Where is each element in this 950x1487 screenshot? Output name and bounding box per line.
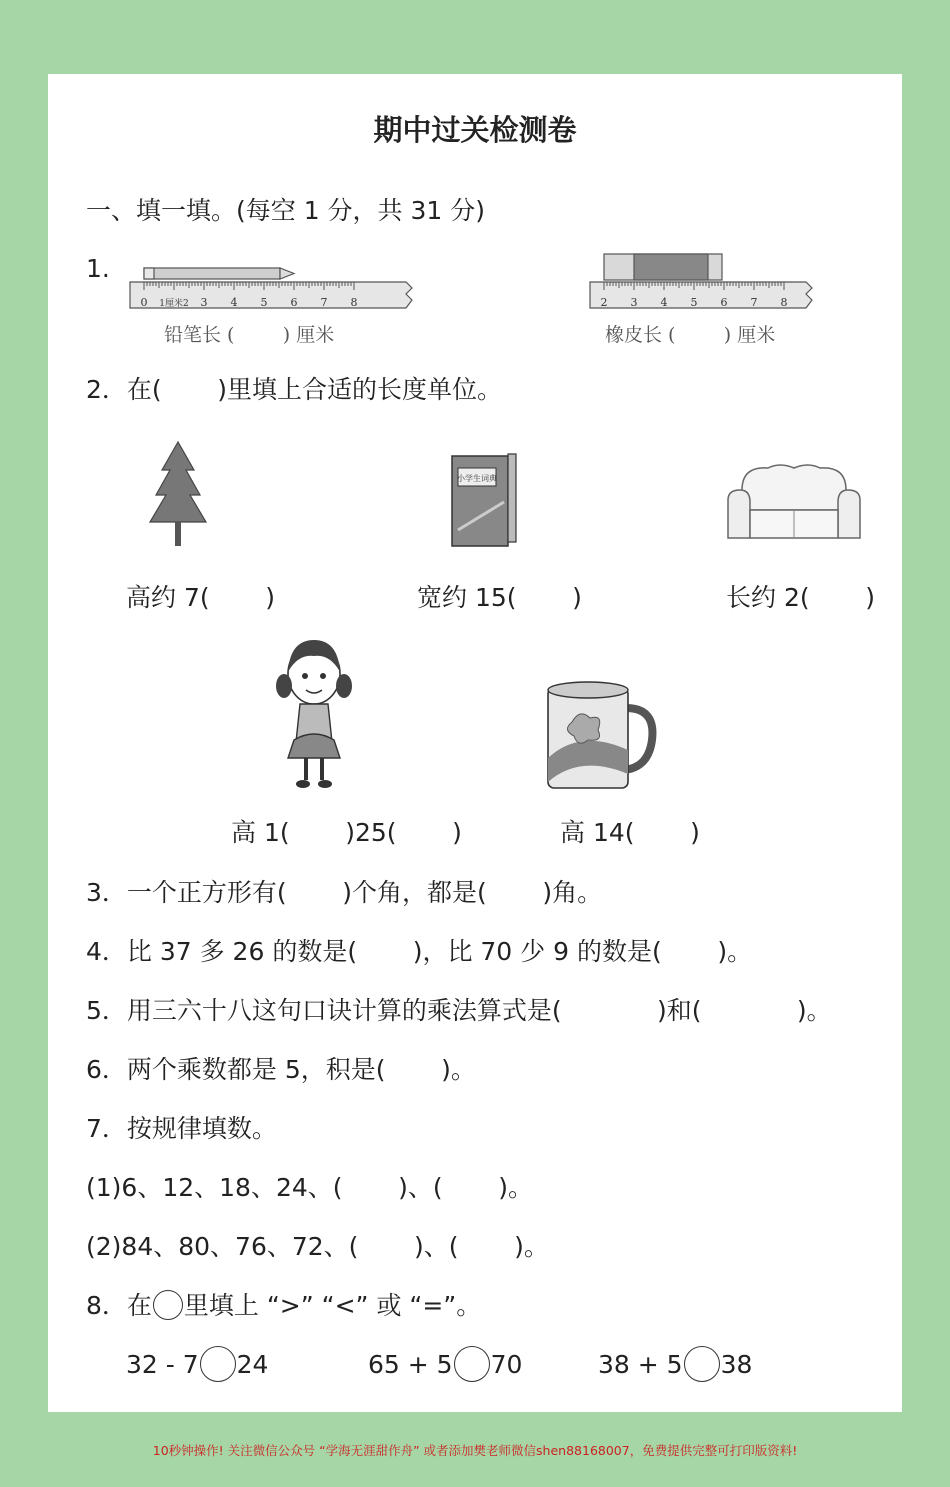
book-width-blank: 宽约 15( ): [417, 583, 582, 612]
eraser-length-label: 橡皮长 ( ) 厘米: [605, 324, 776, 346]
expr-left: 38 + 5: [598, 1350, 683, 1379]
mug-icon: [540, 678, 660, 794]
ruler-eraser-illustration: [588, 252, 818, 314]
q7-text: 7．按规律填数。: [86, 1114, 277, 1143]
girl-icon: [272, 632, 356, 792]
ruler-tick-label: 2: [600, 296, 608, 309]
ruler-tick-label: 7: [750, 296, 758, 309]
ruler-tick-label: 8: [350, 296, 358, 309]
ruler-pencil-illustration: [128, 262, 418, 314]
sofa-icon: [724, 460, 864, 548]
book-icon: [448, 450, 520, 550]
q5-text: 5．用三六十八这句口诀计算的乘法算式是( )和( )。: [86, 996, 832, 1025]
q8-expression-3: [598, 1350, 752, 1382]
q4-text: 4．比 37 多 26 的数是( )，比 70 少 9 的数是( )。: [86, 937, 753, 966]
expr-right: 24: [236, 1350, 269, 1379]
pencil-length-label: 铅笔长 ( ) 厘米: [164, 324, 335, 346]
answer-circle[interactable]: [200, 1346, 236, 1382]
expr-left: 32 - 7: [126, 1350, 199, 1379]
ruler-tick-label: 6: [720, 296, 728, 309]
mug-height-blank: 高 14( ): [560, 818, 700, 847]
answer-circle[interactable]: [454, 1346, 490, 1382]
ruler-tick-label: 4: [230, 296, 238, 309]
q3-text: 3．一个正方形有( )个角，都是( )角。: [86, 878, 603, 907]
answer-circle[interactable]: [684, 1346, 720, 1382]
promo-footer: 10秒钟操作! 关注微信公众号 “学海无涯甜作舟” 或者添加樊老师微信shen88168007，免费提供完整可打印版资料!: [152, 1443, 798, 1458]
expr-right: 70: [490, 1350, 523, 1379]
q8-suffix: 里填上 “>” “<” 或 “=”。: [183, 1291, 482, 1320]
q8-text: [86, 1291, 481, 1321]
ruler-tick-label: 7: [320, 296, 328, 309]
q1-number: 1.: [86, 254, 110, 283]
q7-part-1: (1)6、12、18、24、( )、( )。: [86, 1173, 534, 1202]
comparison-circle-blank: [153, 1290, 183, 1320]
eraser-icon: [604, 254, 722, 280]
girl-height-blank: 高 1( )25( ): [231, 818, 462, 847]
expr-right: 38: [720, 1350, 753, 1379]
ruler-tick-label: 4: [660, 296, 668, 309]
ruler-tick-label: 6: [290, 296, 298, 309]
ruler-tick-label: 5: [260, 296, 268, 309]
expr-left: 65 + 5: [368, 1350, 453, 1379]
ruler-tick-label: 3: [200, 296, 208, 309]
page-title: 期中过关检测卷: [373, 113, 577, 147]
q8-expression-1: [126, 1350, 268, 1382]
ruler-tick-label: 5: [690, 296, 698, 309]
section-1-heading: 一、填一填。(每空 1 分，共 31 分): [86, 196, 486, 225]
book-cover-title: 小学生词典: [457, 474, 497, 483]
tree-height-blank: 高约 7( ): [126, 583, 275, 612]
tree-icon: [144, 440, 212, 550]
q7-part-2: (2)84、80、76、72、( )、( )。: [86, 1232, 549, 1261]
q8-prefix: 8．在: [86, 1291, 152, 1320]
pencil-icon: [144, 268, 294, 279]
q2-text: 2．在( )里填上合适的长度单位。: [86, 375, 503, 404]
ruler-icon: [590, 282, 812, 308]
ruler-tick-label: 3: [630, 296, 638, 309]
ruler-tick-label: 0: [140, 296, 148, 309]
q6-text: 6．两个乘数都是 5，积是( )。: [86, 1055, 476, 1084]
ruler-tick-label: 8: [780, 296, 788, 309]
sofa-length-blank: 长约 2( ): [726, 583, 875, 612]
ruler-tick-label: 1厘米2: [159, 299, 189, 309]
q8-expression-2: [368, 1350, 522, 1382]
